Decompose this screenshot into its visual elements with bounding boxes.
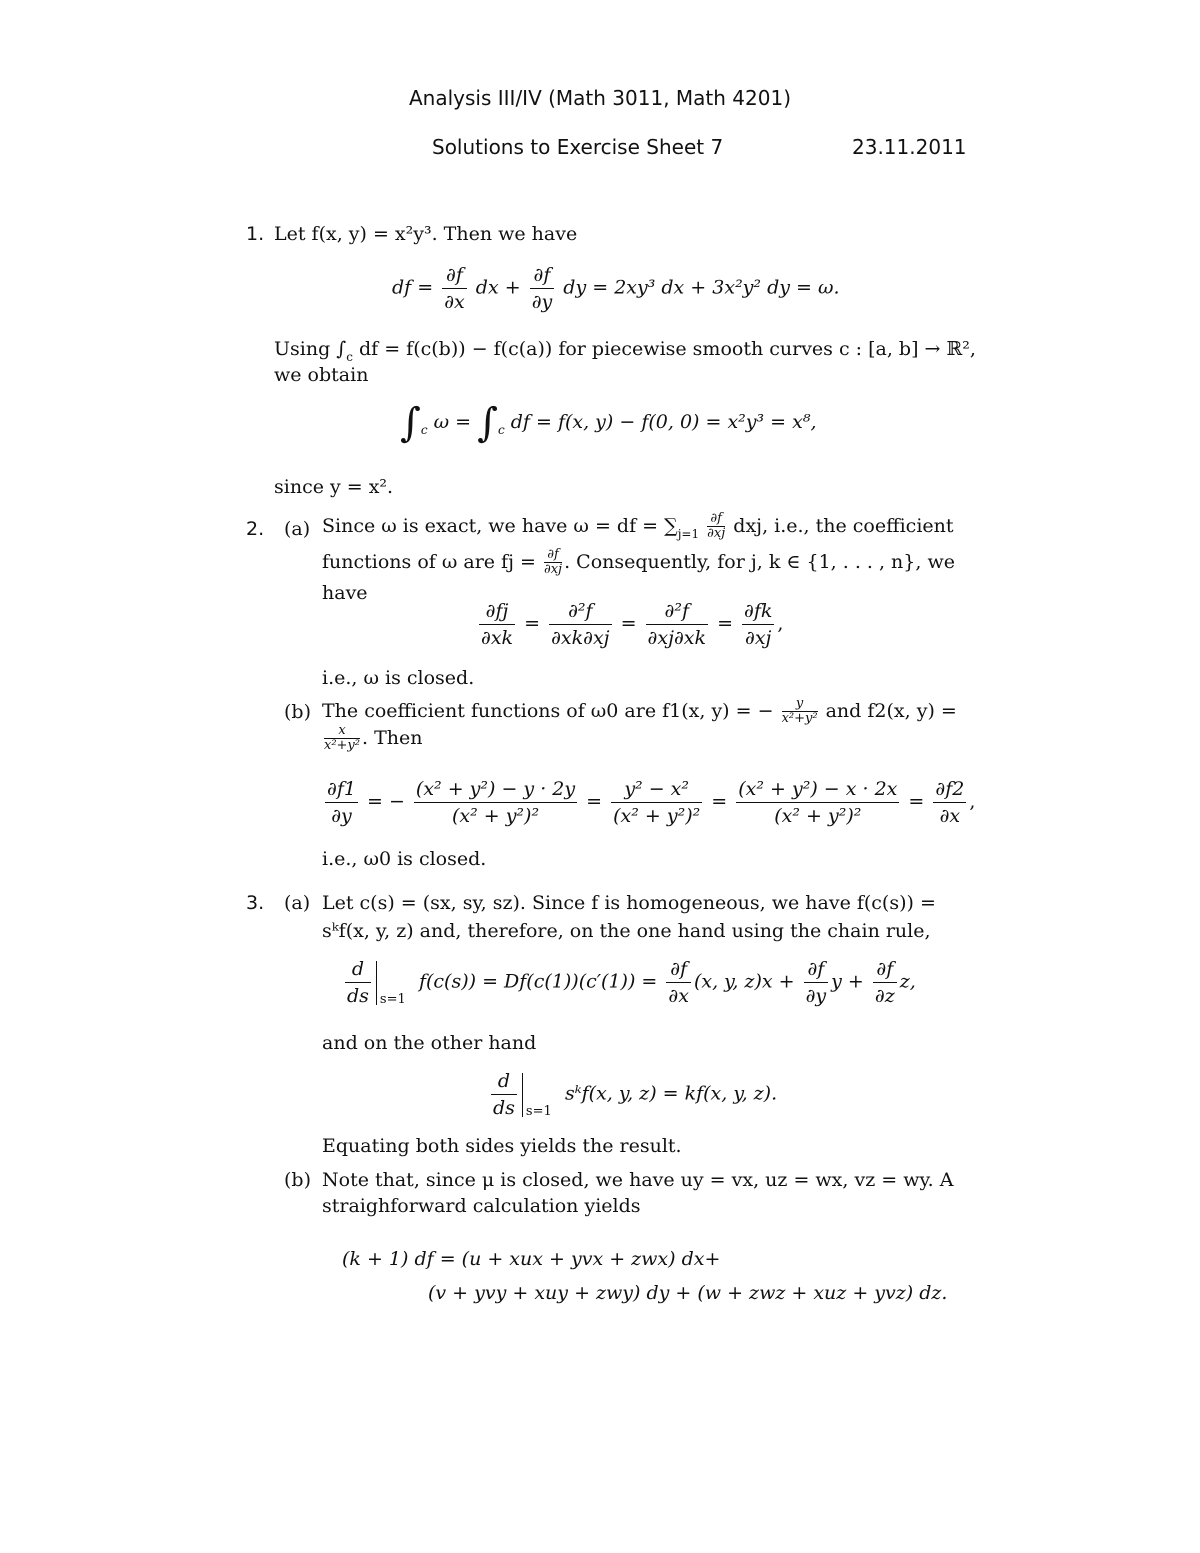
q3a-equation-2: $\frac{d}{ds}$ s=1 sᵏf(x, y, z) = kf(x, y, z).: [493, 1070, 778, 1119]
page-title: Analysis III/IV (Math 3011, Math 4201): [408, 86, 792, 110]
q2a-line-3: have: [322, 582, 368, 604]
q1-eq1-rest: dy = 2xy³ dx + 3x²y² dy = ω.: [563, 276, 840, 299]
q1-using-line: Using $\int_c$ df = f(c(b)) − f(c(a)) for piecewise smooth curves c : [a, b] → ℝ²,: [274, 338, 976, 364]
q1-eq1-mid: dx +: [475, 276, 521, 299]
q3b-equation-line-2: (v + yvy + xuy + zwy) dy + (w + zwz + xuz + yvz) dz.: [428, 1282, 948, 1304]
q3a-line-2: sᵏf(x, y, z) and, therefore, on the one hand using the chain rule,: [322, 920, 931, 942]
q3a-equation-1: $\frac{d}{ds}$ s=1 f(c(s)) = Df(c(1))(c′(1)) = $\frac{\partial f}{\partial x}$ (x, y, z)x + $\frac{\partial f}{\partial y}$ y + $\frac{\partial f}{\partial z}$ z,: [347, 958, 916, 1007]
q2-label: 2.: [246, 518, 265, 540]
q1-eq1-lhs: df =: [392, 276, 434, 299]
q1-intro: Let f(x, y) = x²y³. Then we have: [274, 223, 578, 245]
q3b-line-1: Note that, since μ is closed, we have uy = vx, uz = wx, vz = wy. A: [322, 1169, 954, 1191]
q1-equation-1: [392, 264, 840, 313]
q2a-small-frac-2: $\frac{\partial f}{\partial xj}$: [544, 547, 563, 578]
q2a-line-2: functions of ω are fj = $\frac{\partial f}{\partial xj}$ . Consequently, for j, k ∈ {1, . . . , n}, we: [322, 547, 955, 578]
integral-sign: ∫: [400, 400, 421, 446]
q1-since: since y = x².: [274, 476, 394, 498]
q2b-label: (b): [284, 701, 311, 723]
q1-label: 1.: [246, 223, 265, 245]
q2a-line-1: Since ω is exact, we have ω = df = $\sum_{j=1}$ $\frac{\partial f}{\partial xj}$ dxj, i.e., the coefficient: [322, 511, 954, 542]
q3-label: 3.: [246, 892, 265, 914]
q2b-closed: i.e., ω0 is closed.: [322, 848, 487, 870]
q3a-other-hand: and on the other hand: [322, 1032, 537, 1054]
evaluation-bar: s=1: [376, 961, 413, 1005]
q3a-equating: Equating both sides yields the result.: [322, 1135, 682, 1157]
q3b-equation-line-1: (k + 1) df = (u + xux + yvx + zwx) dx+: [342, 1248, 721, 1270]
q2b-line-2: $\frac{x}{\text{x²+y²}}$ . Then: [324, 723, 423, 754]
q1-eq1-frac-y: $\frac{\partial f}{\partial y}$: [531, 264, 553, 313]
q1-equation-2: $\int_c$ $\omega = \int_c$ df = f(x, y) − f(0, 0) = x²y³ = x⁸,: [400, 400, 817, 446]
page-subtitle: Solutions to Exercise Sheet 7: [432, 135, 724, 159]
evaluation-bar: s=1: [522, 1073, 559, 1117]
integral-sign: ∫: [477, 400, 498, 446]
q2a-label: (a): [284, 518, 311, 540]
q2b-equation: $\frac{\partial f1}{\partial y}$ = − $\frac{\text{(x² + y²) − y · 2y}}{\text{(x² + y²)²}}$ = $\frac{\text{y² − x²}}{\text{(x² + y²)²}}$ = $\frac{\text{(x² + y²) − x · 2x}}{\text{(x² + y²)²}}$ = $\frac{\partial f2}{\partial x}$ ,: [327, 778, 976, 827]
q2a-closed: i.e., ω is closed.: [322, 667, 475, 689]
q2a-equation: $\frac{\partial fj}{\partial xk}$ = $\frac{\text{∂²f}}{\partial xk\partial xj}$ = $\frac{\text{∂²f}}{\partial xj\partial xk}$ = $\frac{\partial fk}{\partial xj}$ ,: [481, 600, 784, 649]
q3b-line-2: straighforward calculation yields: [322, 1195, 641, 1217]
q2a-small-frac: $\frac{\partial f}{\partial xj}$: [707, 511, 726, 542]
q2b-line-1: The coefficient functions of ω0 are f1(x, y) = − $\frac{y}{\text{x²+y²}}$ and f2(x, y) =: [322, 696, 957, 727]
q1-eq1-frac-x: $\frac{\partial f}{\partial x}$: [444, 264, 465, 313]
q3a-line-1: Let c(s) = (sx, sy, sz). Since f is homogeneous, we have f(c(s)) =: [322, 892, 936, 914]
q1-obtain: we obtain: [274, 364, 369, 386]
q3b-label: (b): [284, 1169, 311, 1191]
page-date: 23.11.2011: [852, 135, 967, 159]
q3a-label: (a): [284, 892, 311, 914]
